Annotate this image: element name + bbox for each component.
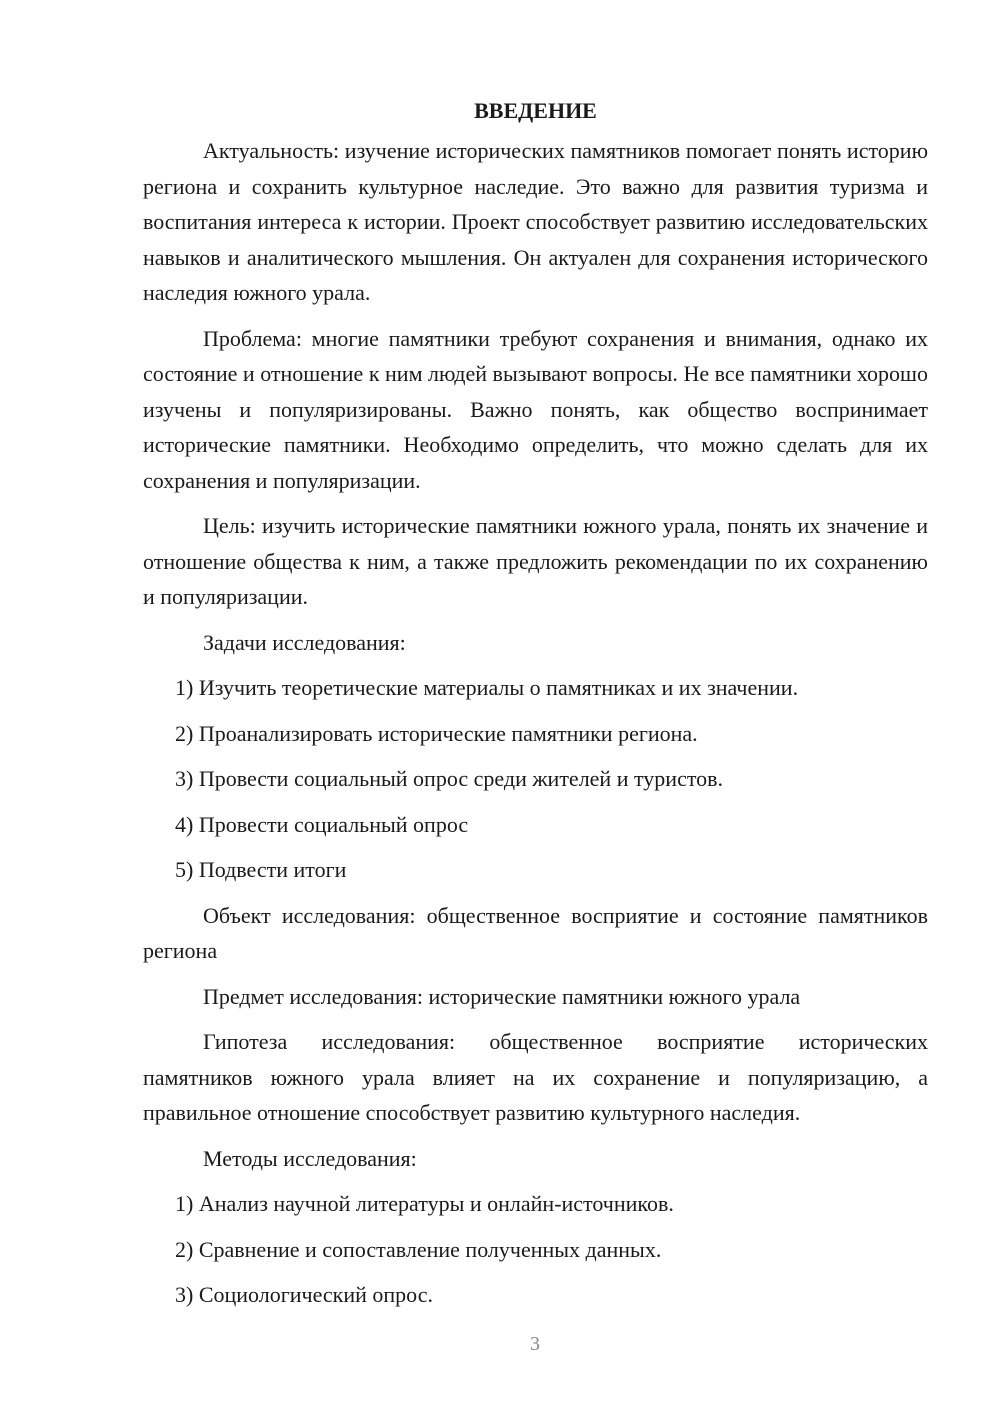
problem-paragraph: Проблема: многие памятники требуют сохранения и внимания, однако их состояние и отношение к ним людей вызывают вопросы. Не все памятники хорошо изучены и популяризированы. Важно понять, как общество воспринимает исторические памятники. Необходимо определить, что можно сделать для их сохранения и популяризации. (143, 325, 928, 493)
list-item: 3) Социологический опрос. (175, 1282, 433, 1307)
methods-heading: Методы исследования: (203, 1145, 417, 1171)
document-page (143, 93, 928, 1323)
list-item: 5) Подвести итоги (175, 857, 347, 882)
relevance-paragraph: Актуальность: изучение исторических памятников помогает понять историю региона и сохранить культурное наследие. Это важно для развития туризма и воспитания интереса к истории. Проект способствует развитию исследовательских навыков и аналитического мышления. Он актуален для сохранения исторического наследия южного урала. (143, 138, 928, 305)
subject-paragraph: Предмет исследования: исторические памятники южного урала (203, 983, 801, 1009)
page-number: 3 (530, 1333, 540, 1355)
object-paragraph: Объект исследования: общественное восприятие и состояние памятников региона (143, 902, 928, 963)
list-item: 2) Проанализировать исторические памятники региона. (175, 720, 698, 746)
page-title: ВВЕДЕНИЕ (474, 98, 597, 123)
list-item: 4) Провести социальный опрос (175, 811, 469, 837)
methods-list (143, 1186, 928, 1313)
list-item: 2) Сравнение и сопоставление полученных данных. (175, 1236, 662, 1262)
tasks-list (143, 670, 928, 888)
tasks-heading: Задачи исследования: (203, 629, 406, 655)
list-item: 3) Провести социальный опрос среди жителей и туристов. (175, 766, 724, 791)
goal-paragraph: Цель: изучить исторические памятники южного урала, понять их значение и отношение общества к ним, а также предложить рекомендации по их сохранению и популяризации. (143, 513, 928, 609)
hypothesis-paragraph: Гипотеза исследования: общественное восприятие исторических памятников южного урала влияет на их сохранение и популяризацию, а правильное отношение способствует развитию культурного наследия. (143, 1029, 928, 1125)
list-item: 1) Анализ научной литературы и онлайн-источников. (175, 1191, 674, 1216)
list-item: 1) Изучить теоретические материалы о памятниках и их значении. (175, 675, 799, 700)
